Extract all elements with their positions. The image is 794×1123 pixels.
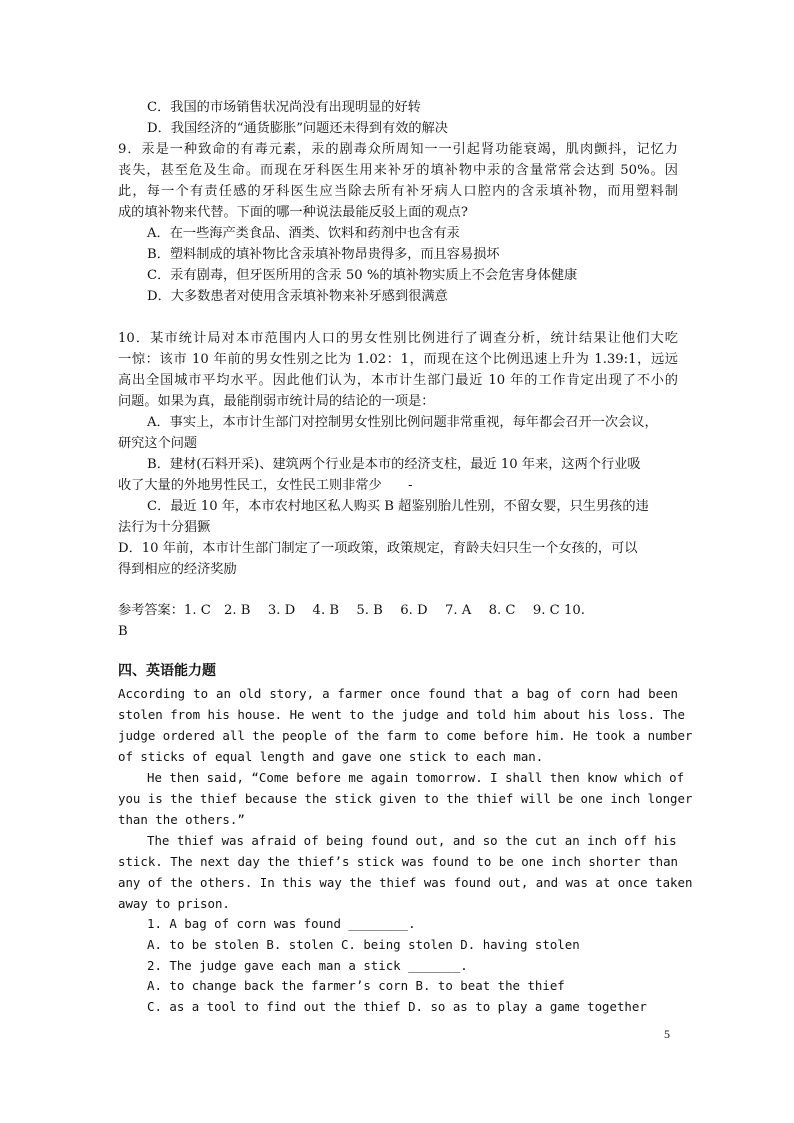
q10-option-a-cont: 研究这个问题	[118, 436, 198, 451]
q9-stem-line: 成的填补物来代替。下面的哪一种说法最能反驳上面的观点?	[118, 205, 468, 220]
english-paragraph-line: you is the thief because the stick given to the thief will be one inch longer	[118, 791, 693, 806]
q9-option-d: D．大多数患者对使用含汞填补物来补牙感到很满意	[147, 289, 448, 304]
english-paragraph-line: stolen from his house. He went to the judge and told him about his loss. The	[118, 707, 685, 722]
question-2: 2. The judge gave each man a stick _______.	[147, 958, 468, 973]
question-1-options: A. to be stolen B. stolen C. being stolen D. having stolen	[147, 937, 580, 952]
q9-stem-line: 丧失，甚至危及生命。而现在牙科医生用来补牙的填补物中汞的含量常常会达到 50%。因	[118, 163, 678, 178]
q8-option-c: C．我国的市场销售状况尚没有出现明显的好转	[147, 100, 421, 115]
q9-option-b: B．塑料制成的填补物比含汞填补物昂贵得多，而且容易损坏	[147, 247, 500, 262]
q10-option-d: D．10 年前，本市计生部门制定了一项政策，政策规定，育龄夫妇只生一个女孩的，可以	[118, 541, 638, 556]
page-number: 5	[664, 1027, 670, 1041]
english-paragraph-line: of sticks of equal length and gave one stick to each man.	[118, 749, 544, 764]
answer-key: 参考答案：1. C 2. B 3. D 4. B 5. B 6. D 7. A 8. C 9. C 10.	[118, 603, 585, 618]
q10-option-b-cont: 收了大量的外地男性民工，女性民工则非常少 -	[118, 478, 413, 493]
question-2-options-cd: C. as a tool to find out the thief D. so as to play a game together	[147, 999, 647, 1014]
q10-option-c-cont: 法行为十分猖獗	[118, 520, 211, 535]
q10-stem-line: 高出全国城市平均水平。因此他们认为，本市计生部门最近 10 年的工作肯定出现了不小的	[118, 373, 678, 388]
english-paragraph-line: stick. The next day the thief’s stick was found to be one inch shorter than	[118, 854, 678, 869]
q10-option-c: C．最近 10 年，本市农村地区私人购买 B 超鉴别胎儿性别，不留女婴，只生男孩的违	[147, 499, 649, 514]
q9-stem-line: 此，每一个有责任感的牙科医生应当除去所有补牙病人口腔内的含汞填补物，而用塑料制	[118, 184, 678, 199]
q9-stem-line: 9．汞是一种致命的有毒元素，汞的剧毒众所周知一一引起肾功能衰竭，肌肉颤抖，记忆力	[118, 142, 678, 157]
english-paragraph-line: away to prison.	[118, 896, 230, 911]
q9-option-a: A．在一些海产类食品、酒类、饮料和药剂中也含有汞	[147, 226, 460, 241]
q9-option-c: C．汞有剧毒，但牙医所用的含汞 50 %的填补物实质上不会危害身体健康	[147, 268, 578, 283]
english-paragraph-line: any of the others. In this way the thief was found out, and was at once taken	[118, 875, 693, 890]
q8-option-d: D．我国经济的“通货膨胀”问题还未得到有效的解决	[147, 121, 448, 136]
section-heading: 四、英语能力题	[118, 663, 216, 679]
q10-stem-line: 问题。如果为真，最能削弱市统计局的结论的一项是：	[118, 394, 435, 409]
english-paragraph-line: According to an old story, a farmer once found that a bag of corn had been	[118, 686, 678, 701]
answer-key-cont: B	[118, 624, 128, 639]
q10-option-b: B．建材(石料开采)、建筑两个行业是本市的经济支柱，最近 10 年来，这两个行业吸	[147, 457, 641, 472]
english-paragraph-line: He then said, “Come before me again tomorrow. I shall then know which of	[147, 770, 685, 785]
question-1: 1. A bag of corn was found ________.	[147, 916, 416, 931]
question-2-options-ab: A. to change back the farmer’s corn B. to beat the thief	[147, 978, 565, 993]
q10-stem-line: 一惊：该市 10 年前的男女性别之比为 1.02：1，而现在这个比例迅速上升为 1.39:1，远远	[118, 352, 678, 367]
english-paragraph-line: The thief was afraid of being found out, and so the cut an inch off his	[147, 833, 677, 848]
english-paragraph-line: than the others.”	[118, 812, 245, 827]
english-paragraph-line: judge ordered all the people of the farm to come before him. He took a number	[118, 728, 693, 743]
q10-option-d-cont: 得到相应的经济奖励	[118, 562, 237, 577]
q10-stem-line: 10．某市统计局对本市范围内人口的男女性别比例进行了调查分析，统计结果让他们大吃	[118, 331, 678, 346]
q10-option-a: A．事实上，本市计生部门对控制男女性别比例问题非常重视，每年都会召开一次会议，	[147, 415, 658, 430]
